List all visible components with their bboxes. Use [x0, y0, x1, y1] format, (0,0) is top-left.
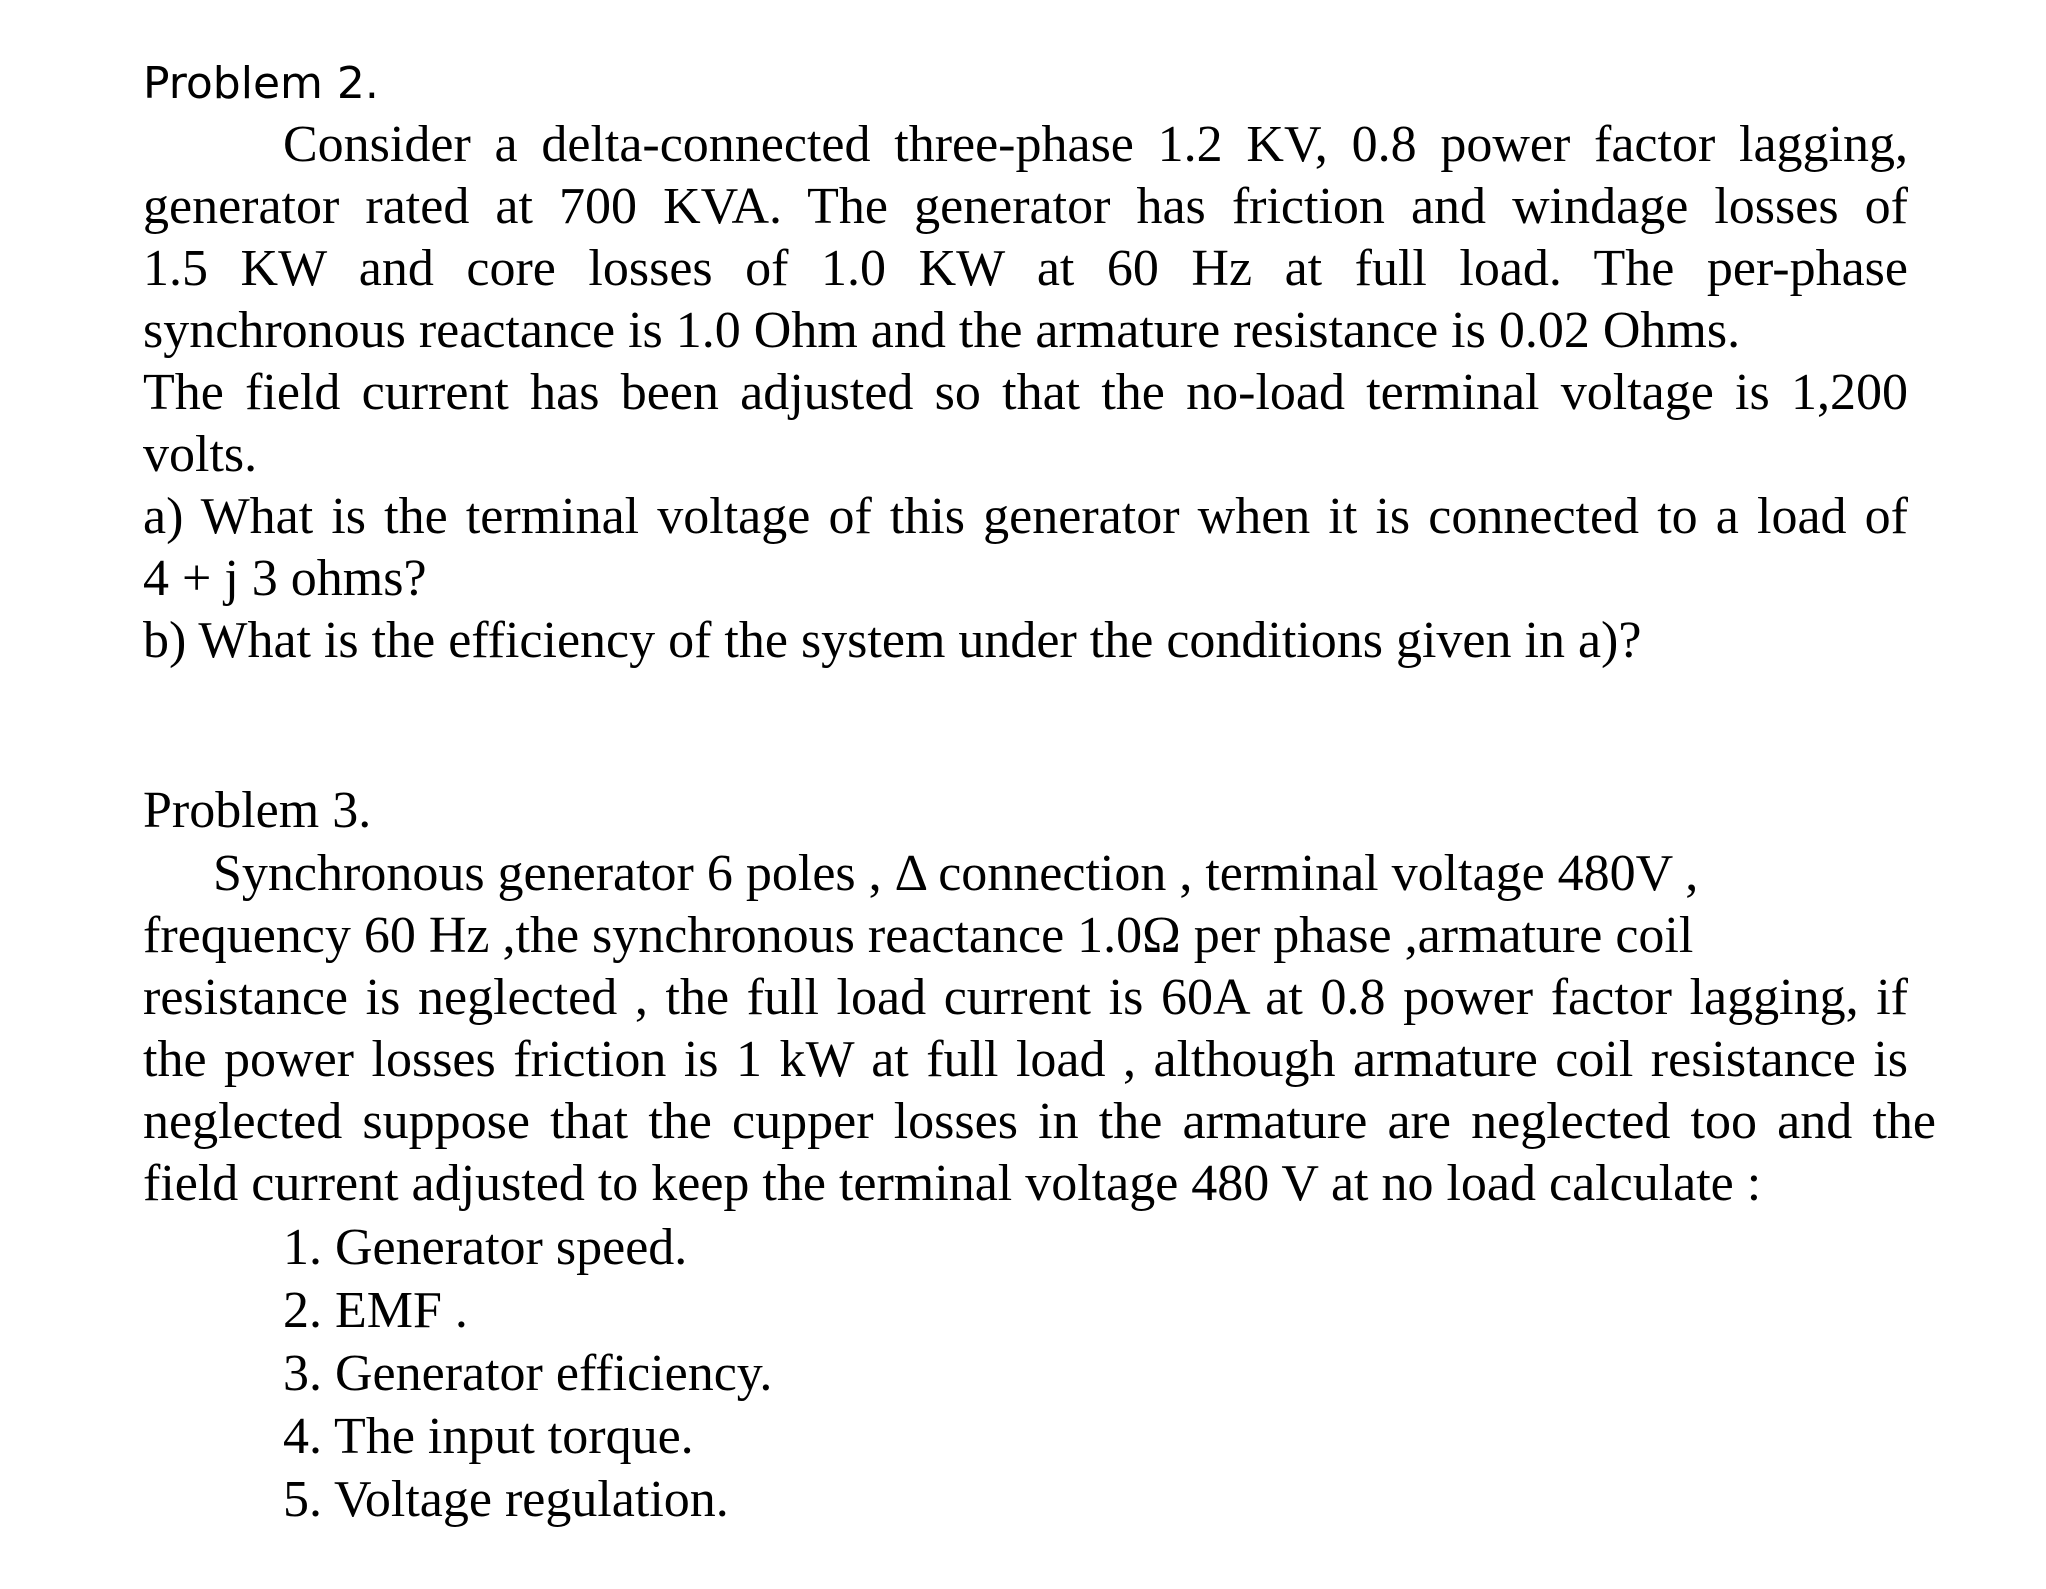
problem-3-list-item: 3. Generator efficiency. — [283, 1345, 773, 1402]
problem-3-line-1: Synchronous generator 6 poles , Δ connection , terminal voltage 480V , — [213, 845, 1699, 902]
problem-2-line-2: generator rated at 700 KVA. The generator has friction and windage losses of — [143, 178, 1908, 235]
problem-3-list-item: 5. Voltage regulation. — [283, 1471, 729, 1528]
problem-2-question-b: b) What is the efficiency of the system under the conditions given in a)? — [143, 612, 1642, 669]
problem-3-line-3: resistance is neglected , the full load current is 60A at 0.8 power factor lagging, if — [143, 969, 1908, 1026]
problem-2-line-5: The field current has been adjusted so that the no-load terminal voltage is 1,200 — [143, 364, 1908, 421]
problem-3-title: Problem 3. — [143, 782, 372, 839]
problem-2-title: Problem 2. — [143, 58, 379, 109]
problem-3-line-6: field current adjusted to keep the terminal voltage 480 V at no load calculate : — [143, 1155, 1762, 1212]
problem-3-line-5: neglected suppose that the cupper losses in the armature are neglected too and the — [143, 1093, 1936, 1150]
problem-3-line-4: the power losses friction is 1 kW at full load , although armature coil resistance is — [143, 1031, 1908, 1088]
problem-2-question-a-line-2: 4 + j 3 ohms? — [143, 550, 427, 607]
problem-2-line-6: volts. — [143, 426, 258, 483]
problem-2-line-3: 1.5 KW and core losses of 1.0 KW at 60 Hz at full load. The per-phase — [143, 240, 1908, 297]
problem-3-list-item: 2. EMF . — [283, 1282, 468, 1339]
problem-3-list-item: 4. The input torque. — [283, 1408, 694, 1465]
problem-3-line-2: frequency 60 Hz ,the synchronous reactance 1.0Ω per phase ,armature coil — [143, 907, 1694, 964]
problem-2-line-4: synchronous reactance is 1.0 Ohm and the armature resistance is 0.02 Ohms. — [143, 302, 1741, 359]
problem-2-line-1: Consider a delta-connected three-phase 1.2 KV, 0.8 power factor lagging, — [283, 116, 1908, 173]
problem-3-list-item: 1. Generator speed. — [283, 1219, 688, 1276]
problem-2-question-a-line-1: a) What is the terminal voltage of this generator when it is connected to a load of — [143, 488, 1908, 545]
